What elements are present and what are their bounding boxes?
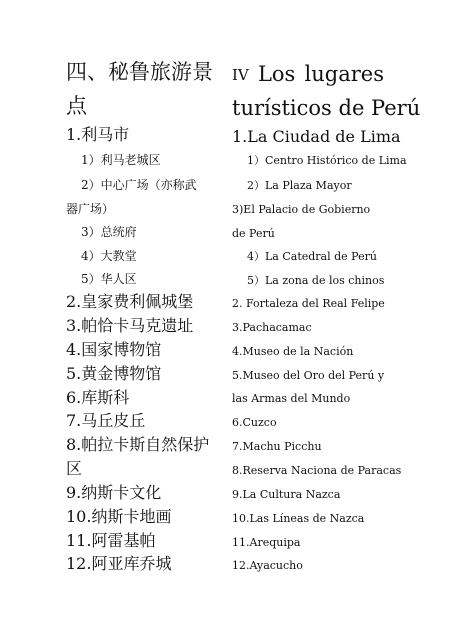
zh-site-item: 11.阿雷基帕 (66, 531, 156, 550)
zh-site-item: 9.纳斯卡文化 (66, 483, 162, 502)
zh-site-item: 7.马丘皮丘 (66, 411, 146, 430)
zh-site-item: 3.帕恰卡马克遗址 (66, 316, 194, 335)
es-title-word: IV (232, 66, 249, 84)
zh-site-item-cont: 区 (66, 459, 83, 478)
zh-lima-item: 1）利马老城区 (81, 153, 161, 167)
zh-site-item: 4.国家博物馆 (66, 340, 162, 359)
es-site-item: 11.Arequipa (232, 536, 301, 549)
es-site-item: 5.Museo del Oro del Perú y (232, 369, 385, 382)
es-site-item: 6.Cuzco (232, 416, 277, 429)
zh-lima-item: 2）中心广场（亦称武 (81, 178, 197, 192)
es-site-item: 4.Museo de la Nación (232, 345, 354, 358)
zh-site-item: 6.库斯科 (66, 388, 130, 407)
es-lima-item: 4）La Catedral de Perú (247, 250, 377, 263)
zh-site-item: 8.帕拉卡斯自然保护 (66, 435, 210, 454)
es-site-item: 2. Fortaleza del Real Felipe (232, 297, 385, 310)
es-title-word: lugares (304, 62, 384, 86)
es-lima-heading: 1.La Ciudad de Lima (232, 127, 401, 146)
zh-lima-item: 4）大教堂 (81, 249, 137, 263)
es-lima-item: 3)El Palacio de Gobierno (232, 203, 371, 216)
es-lima-item-cont: de Perú (232, 227, 275, 240)
es-title-line2: turísticos de Perú (232, 96, 421, 120)
es-site-item: 9.La Cultura Nazca (232, 488, 341, 501)
es-site-item-cont: las Armas del Mundo (232, 392, 351, 405)
zh-lima-item-cont: 器广场） (66, 202, 115, 216)
zh-lima-heading: 1.利马市 (66, 125, 130, 144)
es-title-line1 (232, 64, 384, 85)
es-title-word: Los (257, 62, 296, 86)
zh-lima-item: 5）华人区 (81, 272, 137, 286)
zh-site-item: 10.纳斯卡地画 (66, 507, 172, 526)
es-site-item: 10.Las Líneas de Nazca (232, 512, 365, 525)
zh-site-item: 5.黄金博物馆 (66, 364, 162, 383)
es-lima-item: 2）La Plaza Mayor (247, 179, 352, 192)
zh-site-item: 12.阿亚库乔城 (66, 554, 172, 573)
es-site-item: 12.Ayacucho (232, 559, 303, 572)
zh-title-line2: 点 (66, 94, 87, 118)
es-site-item: 7.Machu Picchu (232, 440, 322, 453)
es-site-item: 3.Pachacamac (232, 321, 312, 334)
es-lima-item: 5）La zona de los chinos (247, 274, 385, 287)
es-site-item: 8.Reserva Naciona de Paracas (232, 464, 402, 477)
zh-title-line1: 四、秘鲁旅游景 (66, 60, 213, 84)
zh-site-item: 2.皇家费利佩城堡 (66, 292, 194, 311)
es-lima-item: 1）Centro Histórico de Lima (247, 154, 407, 167)
zh-lima-item: 3）总统府 (81, 225, 137, 239)
